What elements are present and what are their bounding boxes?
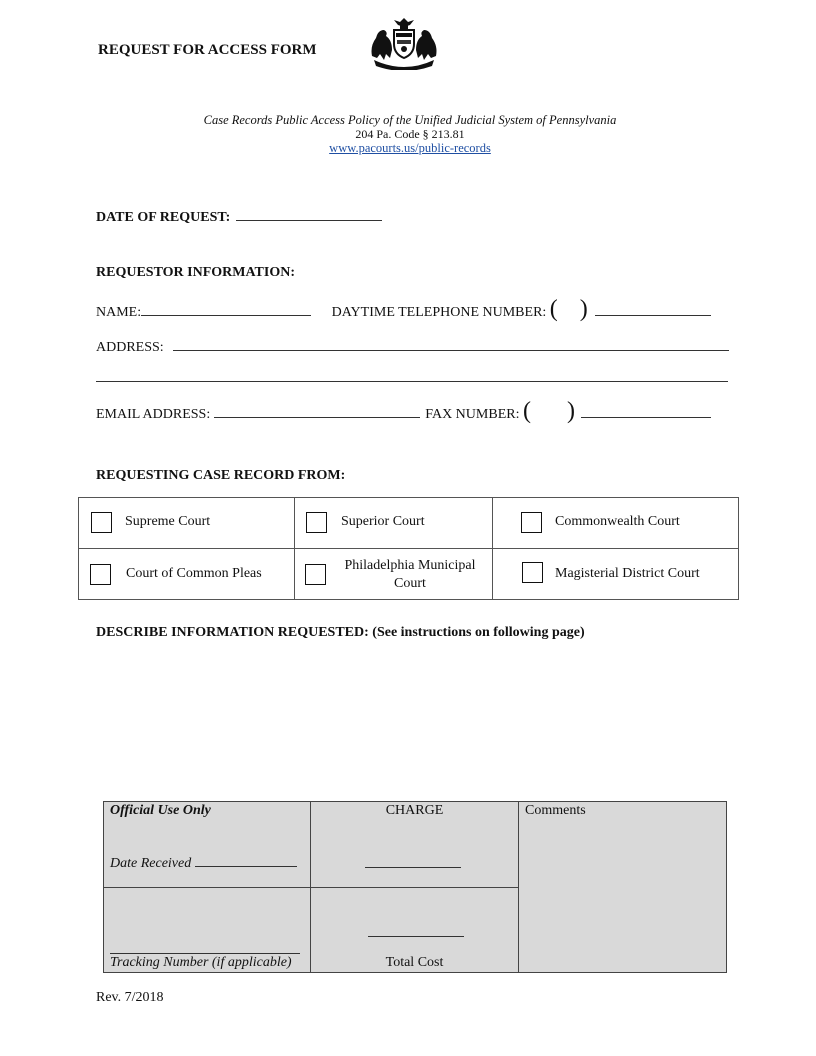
date-of-request-field[interactable]	[236, 207, 382, 221]
fax-label: FAX NUMBER:	[425, 407, 520, 422]
total-cost-field[interactable]	[368, 936, 464, 937]
describe-note: (See instructions on following page)	[372, 625, 585, 640]
label-commonwealth-court: Commonwealth Court	[555, 514, 680, 529]
official-use-title: Official Use Only	[110, 803, 211, 818]
courts-heading: REQUESTING CASE RECORD FROM:	[96, 468, 346, 483]
policy-text: Case Records Public Access Policy of the Unified Judicial System of Pennsylvania	[203, 113, 617, 127]
table-divider	[103, 887, 519, 888]
date-of-request-label: DATE OF REQUEST:	[96, 210, 231, 225]
charge-field[interactable]	[365, 867, 461, 868]
date-received-label: Date Received	[110, 856, 192, 871]
date-received-field[interactable]	[195, 853, 297, 867]
describe-area[interactable]	[96, 650, 728, 790]
table-divider	[492, 497, 493, 600]
address-label: ADDRESS:	[96, 340, 164, 355]
address-field-line-1[interactable]	[173, 337, 729, 351]
checkbox-philadelphia-municipal-court[interactable]	[305, 564, 326, 585]
public-records-link[interactable]: www.pacourts.us/public-records	[329, 141, 491, 155]
total-cost-label: Total Cost	[385, 955, 444, 970]
pennsylvania-coat-of-arms-icon	[366, 16, 442, 70]
label-philadelphia-line-2: Court	[394, 576, 426, 591]
form-title: REQUEST FOR ACCESS FORM	[98, 42, 317, 58]
name-label: NAME:	[96, 305, 142, 320]
fax-close-paren: )	[566, 398, 575, 424]
requestor-heading: REQUESTOR INFORMATION:	[96, 265, 296, 280]
fax-open-paren: (	[522, 398, 531, 424]
table-divider	[294, 497, 295, 600]
policy-code: 204 Pa. Code § 213.81	[355, 127, 465, 141]
charge-label: CHARGE	[385, 803, 444, 818]
email-label: EMAIL ADDRESS:	[96, 407, 211, 422]
phone-open-paren: (	[549, 296, 558, 322]
email-field[interactable]	[214, 404, 420, 418]
label-supreme-court: Supreme Court	[125, 514, 211, 529]
describe-heading: DESCRIBE INFORMATION REQUESTED:	[96, 625, 369, 640]
tracking-number-label: Tracking Number (if applicable)	[110, 955, 292, 970]
label-magisterial-district-court: Magisterial District Court	[555, 566, 700, 581]
checkbox-court-of-common-pleas[interactable]	[90, 564, 111, 585]
label-superior-court: Superior Court	[341, 514, 425, 529]
checkbox-magisterial-district-court[interactable]	[522, 562, 543, 583]
table-divider	[78, 548, 739, 549]
phone-label: DAYTIME TELEPHONE NUMBER:	[331, 305, 547, 320]
checkbox-commonwealth-court[interactable]	[521, 512, 542, 533]
label-court-of-common-pleas: Court of Common Pleas	[126, 566, 262, 581]
revision-text: Rev. 7/2018	[96, 990, 164, 1005]
label-philadelphia-line-1: Philadelphia Municipal	[344, 558, 476, 573]
address-field-line-2[interactable]	[96, 381, 728, 382]
name-field[interactable]	[141, 302, 311, 316]
comments-label: Comments	[525, 803, 586, 818]
tracking-number-field[interactable]	[110, 953, 300, 954]
checkbox-superior-court[interactable]	[306, 512, 327, 533]
phone-close-paren: )	[579, 296, 588, 322]
label-philadelphia-municipal-court	[336, 557, 484, 593]
phone-field[interactable]	[595, 302, 711, 316]
fax-field[interactable]	[581, 404, 711, 418]
checkbox-supreme-court[interactable]	[91, 512, 112, 533]
